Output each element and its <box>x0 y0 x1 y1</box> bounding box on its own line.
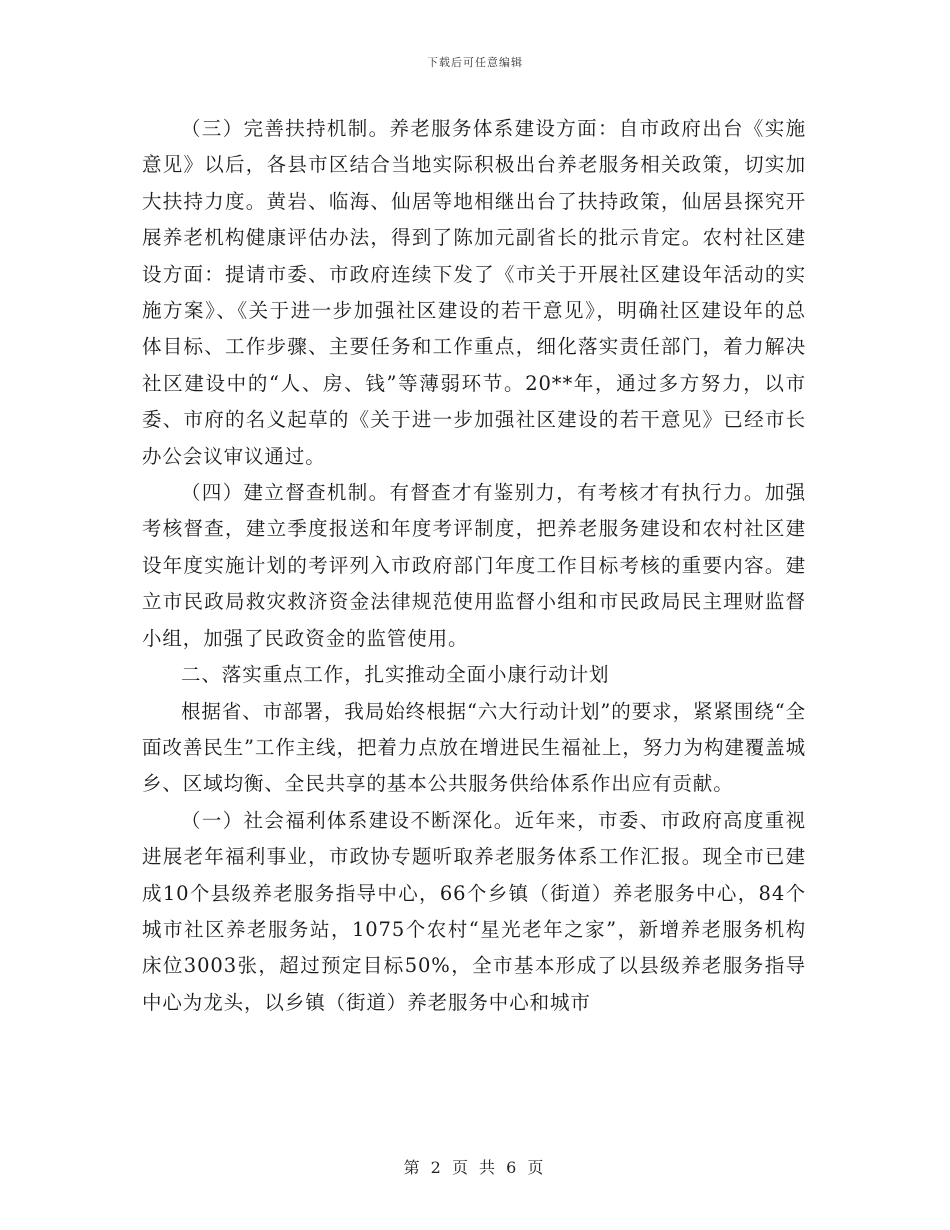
header-note: 下载后可任意编辑 <box>427 56 523 69</box>
paragraph-deployment: 根据省、市部署，我局始终根据“六大行动计划”的要求，紧紧围绕“全面改善民生”工作主线，把着力点放在增进民生福祉上，努力为构建覆盖城乡、区域均衡、全民共享的基本公共服务供给体系作出应有贡献。 <box>142 699 806 796</box>
paragraph-support-mechanism: （三）完善扶持机制。养老服务体系建设方面：自市政府出台《实施意见》以后，各县市区结合当地实际积极出台养老服务相关政策，切实加大扶持力度。黄岩、临海、仙居等地相继出台了扶持政策，仙居县探究开展养老机构健康评估办法，得到了陈加元副省长的批示肯定。农村社区建设方面：提请市委、市政府连续下发了《市关于开展社区建设年活动的实施方案》、《关于进一步加强社区建设的若干意见》，明确社区建设年的总体目标、工作步骤、主要任务和工作重点，细化落实责任部门，着力解决社区建设中的“人、房、钱”等薄弱环节。20**年，通过多方努力，以市委、市府的名义起草的《关于进一步加强社区建设的若干意见》已经市长办公会议审议通过。 <box>142 117 806 468</box>
paragraph-supervision-mechanism: （四）建立督查机制。有督查才有鉴别力，有考核才有执行力。加强考核督查，建立季度报送和年度考评制度，把养老服务建设和农村社区建设年度实施计划的考评列入市政府部门年度工作目标考核的重要内容。建立市民政局救灾救济资金法律规范使用监督小组和市民政局民主理财监督小组，加强了民政资金的监管使用。 <box>142 481 806 650</box>
page-number-footer: 第 2 页 共 6 页 <box>403 1158 547 1177</box>
paragraph-social-welfare: （一）社会福利体系建设不断深化。近年来，市委、市政府高度重视进展老年福利事业，市政协专题听取养老服务体系工作汇报。现全市已建成10个县级养老服务指导中心，66个乡镇（街道）养老服务中心，84个城市社区养老服务站，1075个农村“星光老年之家”，新增养老服务机构床位3003张，超过预定目标50%，全市基本形成了以县级养老服务指导中心为龙头，以乡镇（街道）养老服务中心和城市 <box>142 808 806 1014</box>
document-body <box>142 111 806 1021</box>
section-heading-key-work: 二、落实重点工作，扎实推动全面小康行动计划 <box>181 663 610 687</box>
